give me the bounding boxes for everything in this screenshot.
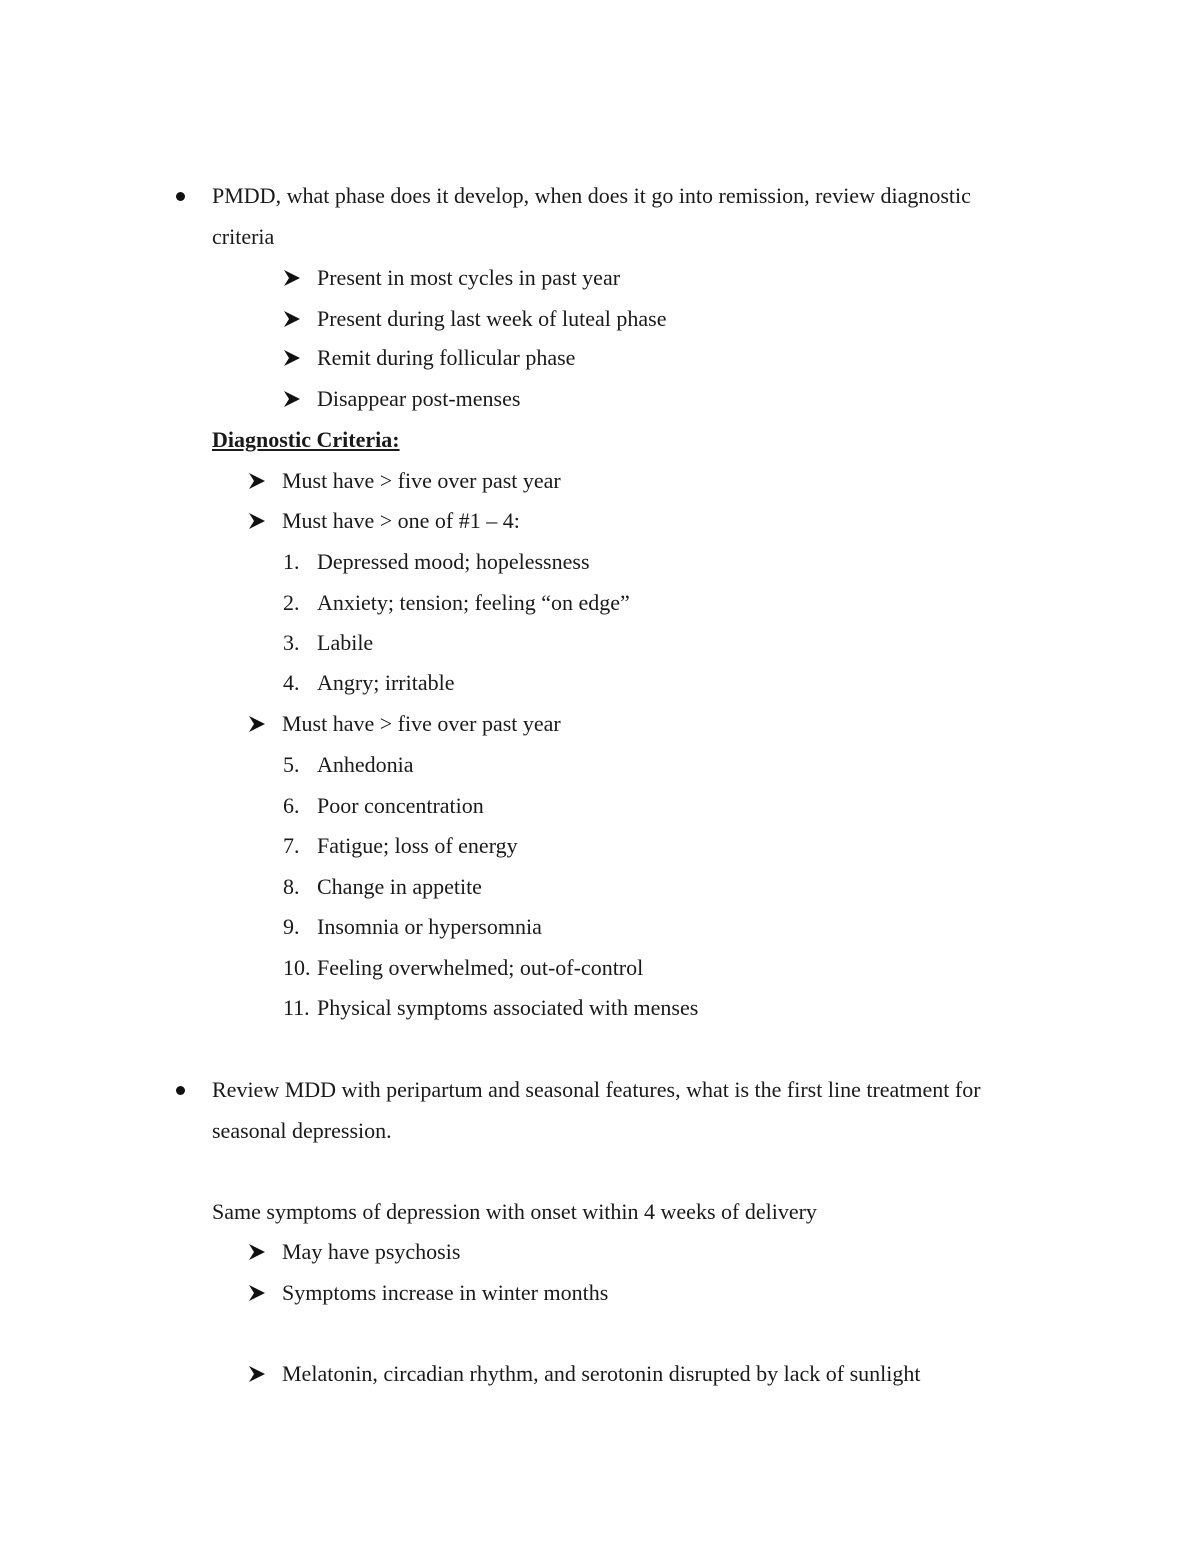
arrow-bullet-icon	[283, 349, 301, 367]
sub-item: Present during last week of luteal phase	[317, 306, 667, 331]
arrow-bullet-icon	[248, 512, 266, 530]
list-number: 3.	[283, 630, 300, 655]
list-number: 8.	[283, 874, 300, 899]
list-number: 10.	[283, 955, 311, 980]
criteria-item: Must have > five over past year	[282, 711, 561, 736]
section2-item: Melatonin, circadian rhythm, and serotonin disrupted by lack of sunlight	[282, 1361, 921, 1386]
list-number: 9.	[283, 914, 300, 939]
arrow-bullet-icon	[248, 472, 266, 490]
section2-paragraph: Same symptoms of depression with onset within 4 weeks of delivery	[212, 1199, 817, 1224]
list-number: 6.	[283, 793, 300, 818]
list-item: Fatigue; loss of energy	[317, 833, 518, 858]
list-item: Depressed mood; hopelessness	[317, 549, 590, 574]
bullet-point	[176, 1086, 185, 1095]
arrow-bullet-icon	[248, 715, 266, 733]
list-number: 5.	[283, 752, 300, 777]
list-item: Insomnia or hypersomnia	[317, 914, 542, 939]
list-item: Poor concentration	[317, 793, 484, 818]
arrow-bullet-icon	[248, 1365, 266, 1383]
arrow-bullet-icon	[248, 1243, 266, 1261]
section1-question-line1: PMDD, what phase does it develop, when does it go into remission, review diagnostic	[212, 183, 971, 208]
section1-question-line2: criteria	[212, 224, 275, 249]
list-item: Anxiety; tension; feeling “on edge”	[317, 590, 630, 615]
list-item: Physical symptoms associated with menses	[317, 995, 699, 1020]
arrow-bullet-icon	[283, 310, 301, 328]
list-item: Anhedonia	[317, 752, 414, 777]
arrow-bullet-icon	[283, 269, 301, 287]
list-number: 1.	[283, 549, 300, 574]
list-item: Labile	[317, 630, 374, 655]
section2-item: Symptoms increase in winter months	[282, 1280, 609, 1305]
list-number: 7.	[283, 833, 300, 858]
sub-item: Disappear post-menses	[317, 386, 521, 411]
bullet-point	[176, 192, 185, 201]
section2-question-line2: seasonal depression.	[212, 1118, 392, 1143]
criteria-item: Must have > five over past year	[282, 468, 561, 493]
arrow-bullet-icon	[283, 390, 301, 408]
criteria-item: Must have > one of #1 – 4:	[282, 508, 520, 533]
diagnostic-criteria-heading: Diagnostic Criteria:	[212, 427, 400, 452]
list-item: Feeling overwhelmed; out-of-control	[317, 955, 644, 980]
arrow-bullet-icon	[248, 1284, 266, 1302]
list-number: 4.	[283, 670, 300, 695]
sub-item: Remit during follicular phase	[317, 345, 576, 370]
list-item: Angry; irritable	[317, 670, 455, 695]
list-item: Change in appetite	[317, 874, 482, 899]
section2-question-line1: Review MDD with peripartum and seasonal features, what is the first line treatment for	[212, 1077, 981, 1102]
list-number: 11.	[283, 995, 310, 1020]
section2-item: May have psychosis	[282, 1239, 461, 1264]
sub-item: Present in most cycles in past year	[317, 265, 621, 290]
list-number: 2.	[283, 590, 300, 615]
